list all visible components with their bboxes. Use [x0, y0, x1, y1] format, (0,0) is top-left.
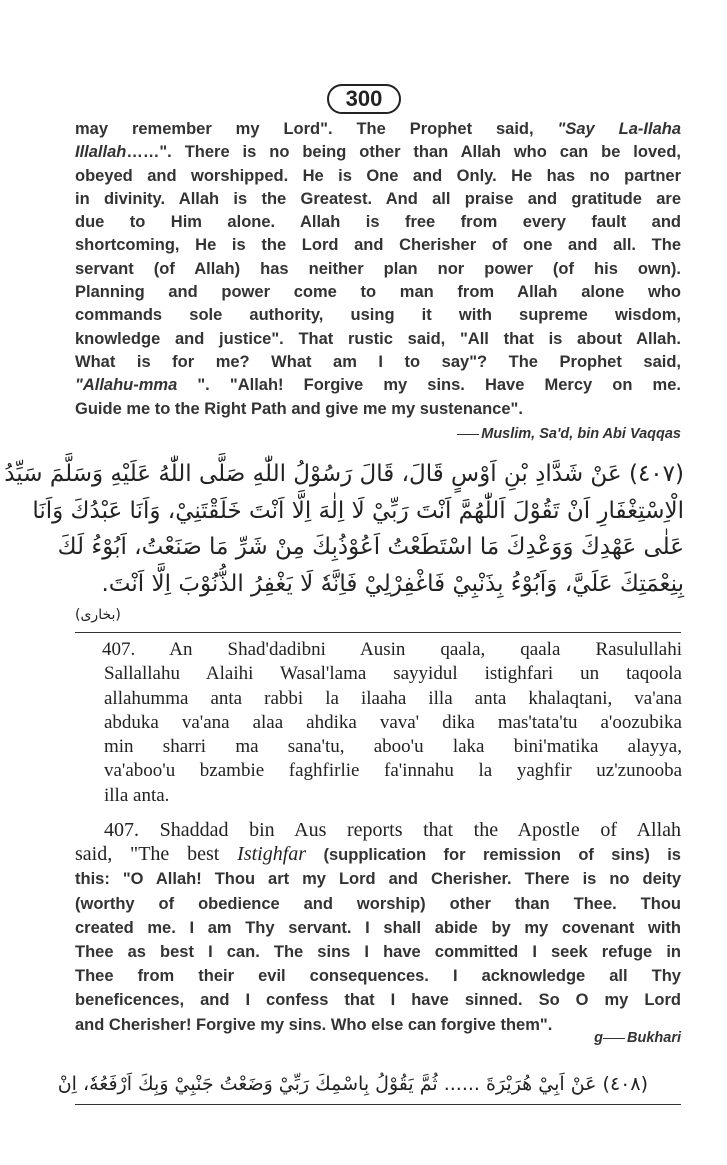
- paragraph-line: commands sole authority, using it with supreme wisdom,: [75, 306, 681, 325]
- arabic-line: (٤٠٧) عَنْ شَدَّادِ بْنِ اَوْسٍ قَالَ، قَالَ رَسُوْلُ اللّٰهِ صَلَّى اللّٰهُ عَلَيْهِ وَسَلَّمَ سَيِّدُ: [4, 461, 684, 487]
- citation-muslim: [457, 426, 681, 442]
- citation-mark: g: [594, 1030, 603, 1046]
- transliteration-407: [104, 638, 682, 808]
- translation-line: Thee as best I can. The sins I have committed I seek refuge in: [75, 943, 681, 962]
- paragraph-commentary: [75, 118, 681, 421]
- paragraph-line: "Allahu-mma ". "Allah! Forgive my sins. Have Mercy on me.: [75, 376, 681, 395]
- translation-407: [75, 818, 681, 1037]
- translation-line: and Cherisher! Forgive my sins. Who else can forgive them".: [75, 1015, 553, 1034]
- arabic-line: عَلٰى عَهْدِكَ وَوَعْدِكَ مَا اسْتَطَعْتُ اَعُوْذُبِكَ مِنْ شَرِّ مَا صَنَعْتُ، اَبُوْءُ لَكَ: [57, 534, 684, 560]
- divider-line: [75, 632, 681, 633]
- transliteration-line: illa anta.: [104, 784, 170, 806]
- transliteration-line: 407. An Shad'dadibni Ausin qaala, qaala Rasulullahi: [102, 639, 682, 660]
- translation-line: 407. Shaddad bin Aus reports that the Apostle of Allah: [104, 819, 681, 841]
- arabic-hadith-408: (٤٠٨) عَنْ اَبِيْ هُرَيْرَةَ ...... ثُمَّ يَقُوْلُ بِاسْمِكَ رَبِّيْ وَضَعْتُ جَنْبِيْ وَبِكَ اَرْفَعُهٗ، اِنْ: [57, 1073, 648, 1095]
- page-number: 300: [327, 84, 401, 114]
- bottom-rule: [75, 1104, 681, 1105]
- transliteration-line: va'aboo'u bzambie faghfirlie fa'innahu la yaghfir uz'zunooba: [104, 760, 682, 782]
- transliteration-line: Sallallahu Alaihi Wasal'lama sayyidul istighfari un taqoola: [104, 663, 682, 685]
- translation-line: (worthy of obedience and worship) other than Thee. Thou: [75, 894, 681, 913]
- citation-dash: [457, 434, 479, 435]
- translation-line: this: "O Allah! Thou art my Lord and Cherisher. There is no deity: [75, 870, 681, 889]
- paragraph-line: Planning and power come to man from Allah alone who: [75, 283, 681, 302]
- citation-bukhari: [594, 1030, 681, 1046]
- citation-text: Muslim, Sa'd, bin Abi Vaqqas: [481, 426, 681, 442]
- paragraph-line: What is for me? What am I to say"? The Prophet said,: [75, 352, 681, 371]
- arabic-line: بِنِعْمَتِكَ عَلَيَّ، وَاَبُوْءُ بِذَنْبِيْ فَاغْفِرْلِيْ فَاِنَّهٗ لَا يَغْفِرُ الذُّنُوْبَ اِلَّا اَنْتَ.: [101, 570, 684, 597]
- paragraph-line: in divinity. Allah is the Greatest. And all praise and gratitude are: [75, 189, 681, 208]
- citation-dash: [603, 1038, 625, 1039]
- citation-text: Bukhari: [627, 1030, 681, 1046]
- translation-line: said, "The best Istighfar (supplication for remission of sins) is: [75, 843, 681, 866]
- transliteration-line: abduka va'ana alaa ahdika vava' dika mas'tata'tu a'oozubika: [104, 711, 682, 733]
- translation-line: beneficences, and I confess that I have sinned. So O my Lord: [75, 991, 681, 1010]
- paragraph-line: Guide me to the Right Path and give me my sustenance".: [75, 399, 523, 418]
- transliteration-line: min sharri ma sana'tu, aboo'u laka bini'matika alayya,: [104, 736, 682, 758]
- transliteration-line: allahumma anta rabbi la ilaaha illa anta khalaqtani, va'ana: [104, 687, 682, 709]
- term-istighfar: Istighfar: [237, 843, 307, 866]
- paragraph-line: shortcoming, He is the Lord and Cherisher of one and all. The: [75, 236, 681, 255]
- arabic-hadith-407: [4, 456, 684, 602]
- paragraph-line: Illallah……". There is no being other than Allah who can be loved,: [75, 143, 681, 162]
- paragraph-line: obeyed and worshipped. He is One and Only. He has no partner: [75, 166, 681, 185]
- paragraph-line: may remember my Lord". The Prophet said, "Say La-Ilaha: [75, 120, 681, 138]
- paragraph-line: knowledge and justice". That rustic said, "All that is about Allah.: [75, 329, 681, 348]
- paragraph-line: servant (of Allah) has neither plan nor power (of his own).: [75, 259, 681, 278]
- arabic-line: الْاِسْتِغْفَارِ اَنْ تَقُوْلَ اَللّٰهُمَّ اَنْتَ رَبِّيْ لَا اِلٰهَ اِلَّا اَنْتَ خَلَقْتَنِيْ، وَاَنَا عَبْدُكَ وَاَنَا: [32, 497, 684, 524]
- translation-line: created me. I am Thy servant. I shall abide by my covenant with: [75, 918, 681, 937]
- paragraph-line: due to Him alone. Allah is free from every fault and: [75, 213, 681, 232]
- translation-line: Thee from their evil consequences. I acknowledge all Thy: [75, 967, 681, 986]
- arabic-reference-bukhari: (بخاری): [75, 607, 121, 623]
